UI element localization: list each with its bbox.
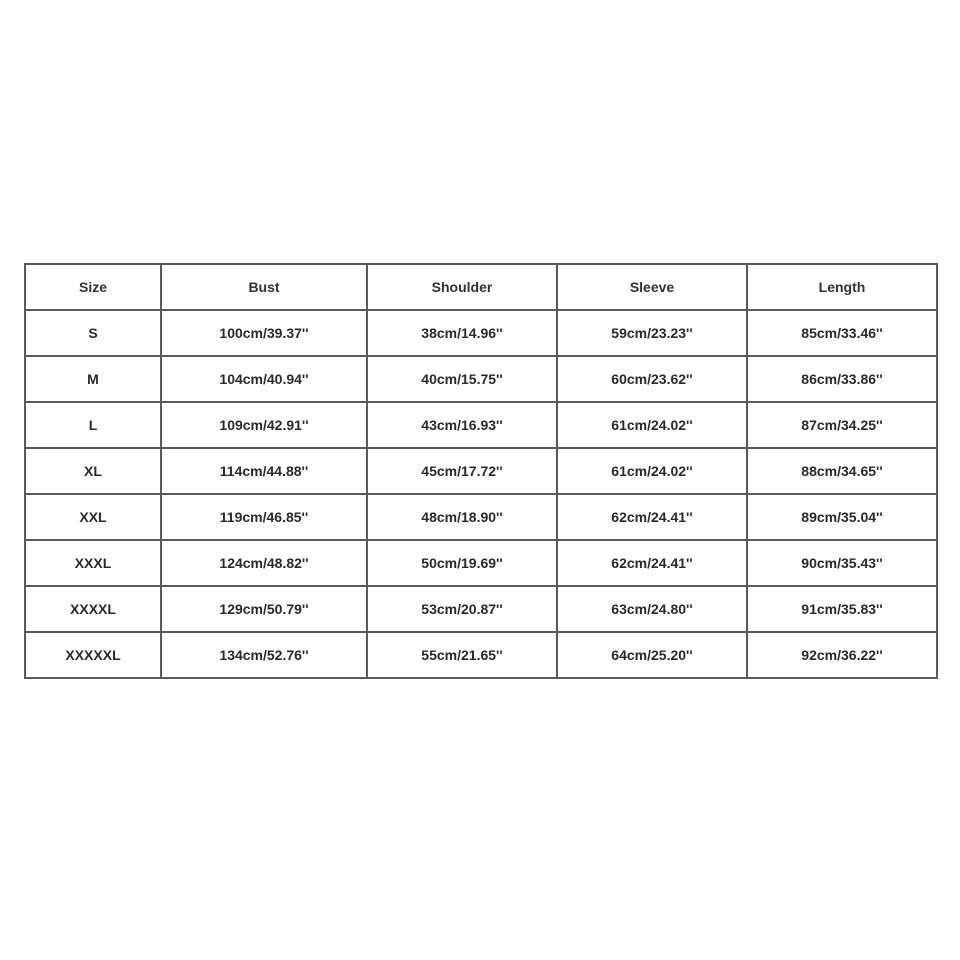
cell-size: S [25, 310, 161, 356]
cell-length: 85cm/33.46'' [747, 310, 937, 356]
cell-bust: 124cm/48.82'' [161, 540, 367, 586]
cell-shoulder: 38cm/14.96'' [367, 310, 557, 356]
cell-length: 91cm/35.83'' [747, 586, 937, 632]
header-bust: Bust [161, 264, 367, 310]
cell-shoulder: 45cm/17.72'' [367, 448, 557, 494]
cell-bust: 109cm/42.91'' [161, 402, 367, 448]
table-row [25, 448, 937, 494]
cell-sleeve: 64cm/25.20'' [557, 632, 747, 678]
cell-sleeve: 62cm/24.41'' [557, 540, 747, 586]
cell-sleeve: 61cm/24.02'' [557, 448, 747, 494]
table-row [25, 310, 937, 356]
cell-bust: 119cm/46.85'' [161, 494, 367, 540]
header-size: Size [25, 264, 161, 310]
cell-bust: 100cm/39.37'' [161, 310, 367, 356]
cell-length: 92cm/36.22'' [747, 632, 937, 678]
table-row [25, 494, 937, 540]
cell-sleeve: 59cm/23.23'' [557, 310, 747, 356]
cell-length: 86cm/33.86'' [747, 356, 937, 402]
header-sleeve: Sleeve [557, 264, 747, 310]
cell-shoulder: 43cm/16.93'' [367, 402, 557, 448]
cell-size: XXXL [25, 540, 161, 586]
header-row [25, 264, 937, 310]
header-shoulder: Shoulder [367, 264, 557, 310]
cell-length: 89cm/35.04'' [747, 494, 937, 540]
cell-bust: 104cm/40.94'' [161, 356, 367, 402]
cell-size: M [25, 356, 161, 402]
cell-size: L [25, 402, 161, 448]
table-row [25, 402, 937, 448]
header-length: Length [747, 264, 937, 310]
cell-shoulder: 48cm/18.90'' [367, 494, 557, 540]
table-row [25, 540, 937, 586]
cell-size: XXL [25, 494, 161, 540]
cell-shoulder: 53cm/20.87'' [367, 586, 557, 632]
cell-sleeve: 60cm/23.62'' [557, 356, 747, 402]
cell-shoulder: 50cm/19.69'' [367, 540, 557, 586]
cell-bust: 134cm/52.76'' [161, 632, 367, 678]
cell-shoulder: 40cm/15.75'' [367, 356, 557, 402]
cell-size: XXXXL [25, 586, 161, 632]
cell-size: XXXXXL [25, 632, 161, 678]
size-chart-table [24, 263, 938, 679]
table-row [25, 356, 937, 402]
table-row [25, 586, 937, 632]
cell-bust: 114cm/44.88'' [161, 448, 367, 494]
cell-length: 88cm/34.65'' [747, 448, 937, 494]
cell-sleeve: 62cm/24.41'' [557, 494, 747, 540]
cell-sleeve: 63cm/24.80'' [557, 586, 747, 632]
cell-sleeve: 61cm/24.02'' [557, 402, 747, 448]
cell-size: XL [25, 448, 161, 494]
cell-shoulder: 55cm/21.65'' [367, 632, 557, 678]
cell-length: 87cm/34.25'' [747, 402, 937, 448]
table-row [25, 632, 937, 678]
cell-length: 90cm/35.43'' [747, 540, 937, 586]
cell-bust: 129cm/50.79'' [161, 586, 367, 632]
